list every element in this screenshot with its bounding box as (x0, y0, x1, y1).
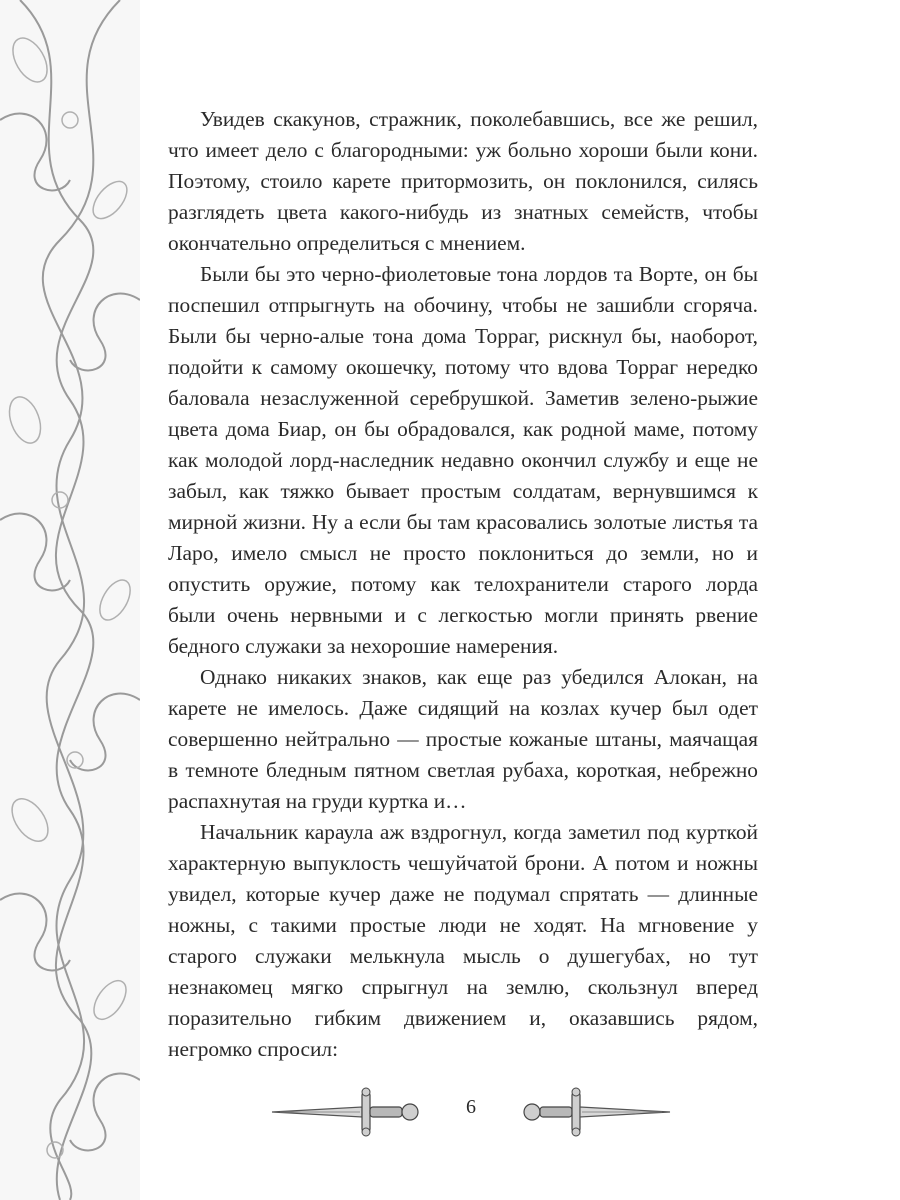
paragraph-2: Были бы это черно-фиолетовые тона лордов та Ворте, он бы поспешил отпрыгнуть на обочину, чтобы не зашибли сгоряча. Были бы черно-алые тона дома Торраг, рискнул бы, наоборот, подойти к самому окошечку, потому что вдова Торраг нередко баловала незаслуженной серебрушкой. Заметив зелено-рыжие цвета дома Биар, он бы обрадовался, как родной маме, потому как молодой лорд-наследник недавно окончил службу и еще не забыл, как тяжко бывает простым солдатам, вернувшимся к мирной жизни. Ну а если бы там красовались золотые листья та Ларо, имело смысл не просто поклониться до земли, но и опустить оружие, потому как телохранители старого лорда были очень нервными и с легкостью могли принять рвение бедного служаки за нехорошие намерения. (168, 262, 758, 658)
paragraph-4: Начальник караула аж вздрогнул, когда заметил под курткой характерную выпуклость чешуйчатой брони. А потом и ножны увидел, которые кучер даже не подумал спрятать — длинные ножны, с такими простые люди не ходят. На мгновение у старого служаки мелькнула мысль о душегубах, но тут незнакомец мягко спрыгнул на землю, скользнул вперед поразительно гибким движением и, оказавшись рядом, негромко спросил: (168, 820, 758, 1061)
paragraph-3: Однако никаких знаков, как еще раз убедился Алокан, на карете не имелось. Даже сидящий на козлах кучер был одет совершенно нейтрально — простые кожаные штаны, маячащая в темноте бледным пятном светлая рубаха, короткая, небрежно распахнутая на груди куртка и… (168, 665, 758, 813)
page-footer (270, 1084, 670, 1140)
dagger-icon (502, 1084, 672, 1140)
floral-swirl-icon (0, 0, 140, 1200)
dagger-icon (270, 1084, 440, 1140)
paragraph-1: Увидев скакунов, стражник, поколебавшись, все же решил, что имеет дело с благородными: уж больно хороши были кони. Поэтому, стоило карете притормозить, он поклонился, силясь разглядеть цвета какого-нибудь из знатных семейств, чтобы окончательно определиться с мнением. (168, 107, 758, 255)
page-number: 6 (466, 1096, 476, 1118)
body-text (168, 104, 758, 1065)
floral-border-ornament (0, 0, 140, 1200)
